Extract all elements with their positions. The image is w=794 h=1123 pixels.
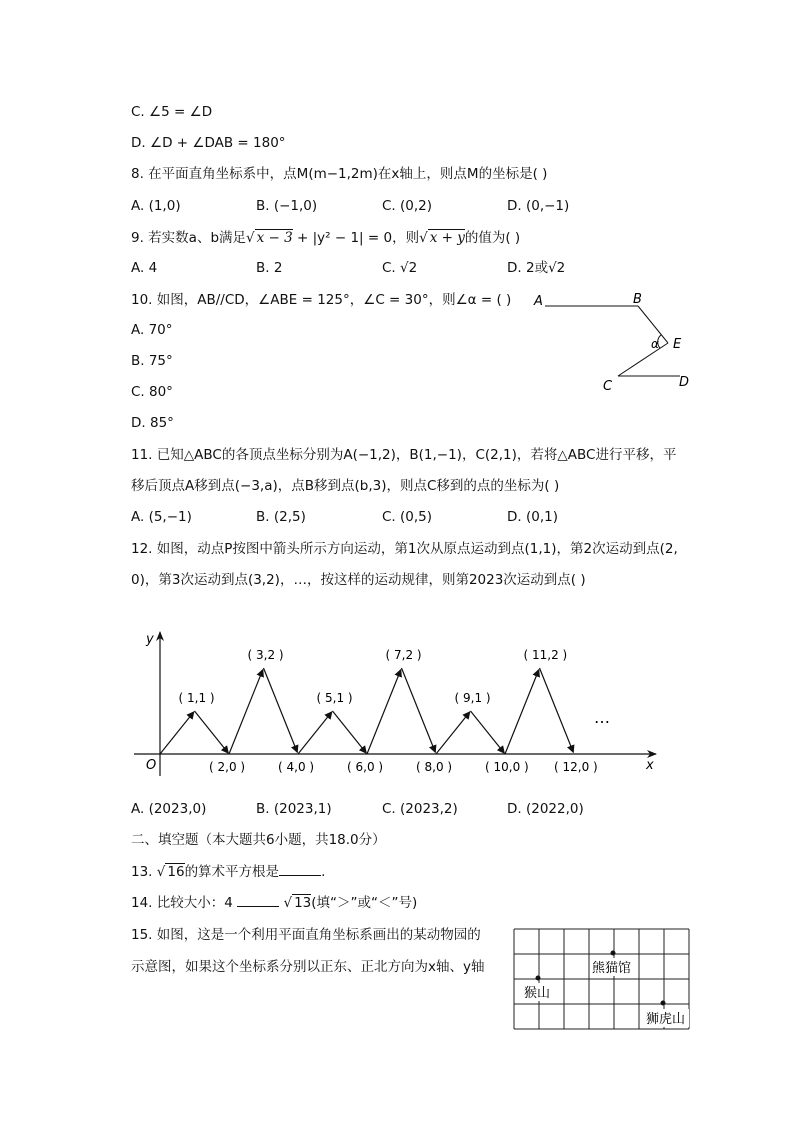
q14-answer-blank[interactable] (237, 892, 279, 907)
q9-options (131, 258, 611, 278)
q8-option-d: D. (0,−1) (507, 198, 570, 214)
label-c: C (603, 379, 613, 394)
q8-option-c: C. (0,2) (382, 198, 433, 214)
q13-stem: 13. √ 16的算术平方根是 . (131, 861, 325, 882)
q9-radicand-1: x − 3 (256, 230, 293, 246)
move-segment-2 (195, 711, 229, 753)
q11-option-d: D. (0,1) (507, 509, 558, 525)
move-segment-4 (264, 668, 298, 752)
q10-option-c: C. 80° (131, 384, 173, 400)
q11-options (131, 507, 611, 527)
q10-option-a: A. 70° (131, 322, 173, 338)
q9-option-d: D. 2或√2 (507, 260, 566, 276)
peak-labels (179, 648, 568, 705)
q11-option-a: A. (5,−1) (131, 509, 192, 525)
q15-stem-line2: 示意图，如果这个坐标系分别以正东、正北方向为x轴、y轴 (131, 959, 485, 975)
panda-hall-label: 熊猫馆 (592, 961, 632, 976)
move-segment-10 (471, 711, 505, 753)
move-segment-1 (160, 712, 194, 754)
q7-option-c: C. ∠5 = ∠D (131, 104, 213, 120)
q13-prefix: 13. (131, 864, 157, 880)
q14-radicand: 13 (294, 895, 312, 911)
q15-stem-line1: 15. 如图，这是一个利用平面直角坐标系画出的某动物园的 (131, 927, 481, 943)
q9-stem-part-c: + |y² − 1| = 0，则 (292, 230, 420, 246)
peak-label-4: ( 7,2 ) (385, 648, 422, 662)
q9-option-a: A. 4 (131, 260, 158, 276)
peak-label-3: ( 5,1 ) (316, 691, 353, 705)
q9-option-b: B. 2 (256, 260, 283, 276)
base-label-6: ( 12,0 ) (554, 760, 598, 774)
q14-prefix: 14. 比较大小：4 (131, 895, 238, 911)
peak-label-1: ( 1,1 ) (178, 691, 215, 705)
zigzag-path (160, 668, 573, 754)
peak-label-2: ( 3,2 ) (247, 648, 284, 662)
q13-radicand: 16 (167, 864, 185, 880)
q11-option-b: B. (2,5) (256, 509, 306, 525)
move-segment-5 (298, 712, 332, 754)
lion-tiger-hill-label: 狮虎山 (646, 1012, 686, 1027)
q9-stem: 9. 若实数a、b满足√ x − 3 + |y² − 1| = 0，则√ x + y的值为( ) (131, 230, 521, 246)
q9-stem-part-e: 的值为( ) (464, 230, 521, 246)
q9-radicand-2: x + y (429, 230, 465, 246)
base-label-5: ( 10,0 ) (485, 760, 529, 774)
q12-option-a: A. (2023,0) (131, 801, 207, 817)
q12-options (131, 799, 611, 819)
q10-option-b: B. 75° (131, 353, 173, 369)
q13-end: . (321, 864, 326, 880)
q11-option-c: C. (0,5) (382, 509, 433, 525)
q10-figure (530, 288, 700, 398)
q12-option-b: B. (2023,1) (256, 801, 332, 817)
q8-option-b: B. (−1,0) (256, 198, 318, 214)
q11-stem-line2: 移后顶点A移到点(−3,a)，点B移到点(b,3)，则点C移到的点的坐标为( ) (131, 478, 560, 494)
label-a: A (534, 294, 543, 309)
q8-options (131, 196, 611, 216)
label-e: E (673, 337, 682, 352)
label-b: B (633, 292, 642, 307)
base-label-4: ( 8,0 ) (416, 760, 453, 774)
y-axis-label: y (146, 632, 154, 647)
q13-answer-blank[interactable] (279, 861, 321, 876)
q13-text: 的算术平方根是 (184, 864, 280, 880)
q12-stem-line1: 12. 如图，动点P按图中箭头所示方向运动，第1次从原点运动到点(1,1)，第2次运动到点(2, (131, 541, 678, 557)
q12-option-c: C. (2023,2) (382, 801, 458, 817)
label-d: D (679, 375, 690, 390)
q9-option-c: C. √2 (382, 260, 418, 276)
move-segment-11 (505, 670, 539, 754)
q15-zoo-grid (513, 928, 693, 1032)
q10-stem: 10. 如图，AB//CD，∠ABE = 125°，∠C = 30°，则∠α = ( ) (131, 292, 512, 308)
lion-tiger-hill-point (661, 1001, 666, 1006)
q8-stem: 8. 在平面直角坐标系中，点M(m−1,2m)在x轴上，则点M的坐标是( ) (131, 166, 548, 182)
monkey-hill-label: 猴山 (524, 986, 551, 1001)
move-segment-8 (402, 668, 436, 752)
q12-figure (128, 626, 668, 786)
x-axis-label: x (646, 758, 654, 773)
move-segment-9 (436, 712, 470, 754)
base-label-1: ( 2,0 ) (209, 760, 246, 774)
move-segment-12 (540, 668, 574, 752)
q14-text: (填“＞”或“＜”号) (311, 895, 418, 911)
q12-option-d: D. (2022,0) (507, 801, 584, 817)
segment-ec (618, 343, 668, 376)
label-alpha: α (651, 337, 659, 351)
peak-label-6: ( 11,2 ) (523, 648, 568, 662)
base-label-2: ( 4,0 ) (278, 760, 315, 774)
move-segment-6 (333, 711, 367, 753)
q8-option-a: A. (1,0) (131, 198, 181, 214)
panda-hall-point (611, 951, 616, 956)
monkey-hill-point (536, 976, 541, 981)
move-segment-3 (229, 670, 263, 754)
base-label-3: ( 6,0 ) (347, 760, 384, 774)
q11-stem-line1: 11. 已知△ABC的各顶点坐标分别为A(−1,2)，B(1,−1)，C(2,1)，若将△ABC进行平移，平 (131, 447, 677, 463)
q10-option-d: D. 85° (131, 415, 174, 431)
move-segment-7 (367, 670, 401, 754)
q12-stem-line2: 0)，第3次运动到点(3,2)，…，按这样的运动规律，则第2023次运动到点( ) (131, 572, 586, 588)
q7-option-d: D. ∠D + ∠DAB = 180° (131, 135, 286, 151)
peak-label-5: ( 9,1 ) (454, 691, 491, 705)
section-2-heading: 二、填空题（本大题共6小题，共18.0分） (131, 832, 386, 848)
origin-label: O (146, 758, 157, 773)
ellipsis: … (594, 708, 610, 727)
q14-stem: 14. 比较大小：4 √ 13(填“＞”或“＜”号) (131, 892, 417, 913)
base-labels (209, 760, 598, 774)
q9-stem-part-a: 9. 若实数a、b满足 (131, 230, 247, 246)
